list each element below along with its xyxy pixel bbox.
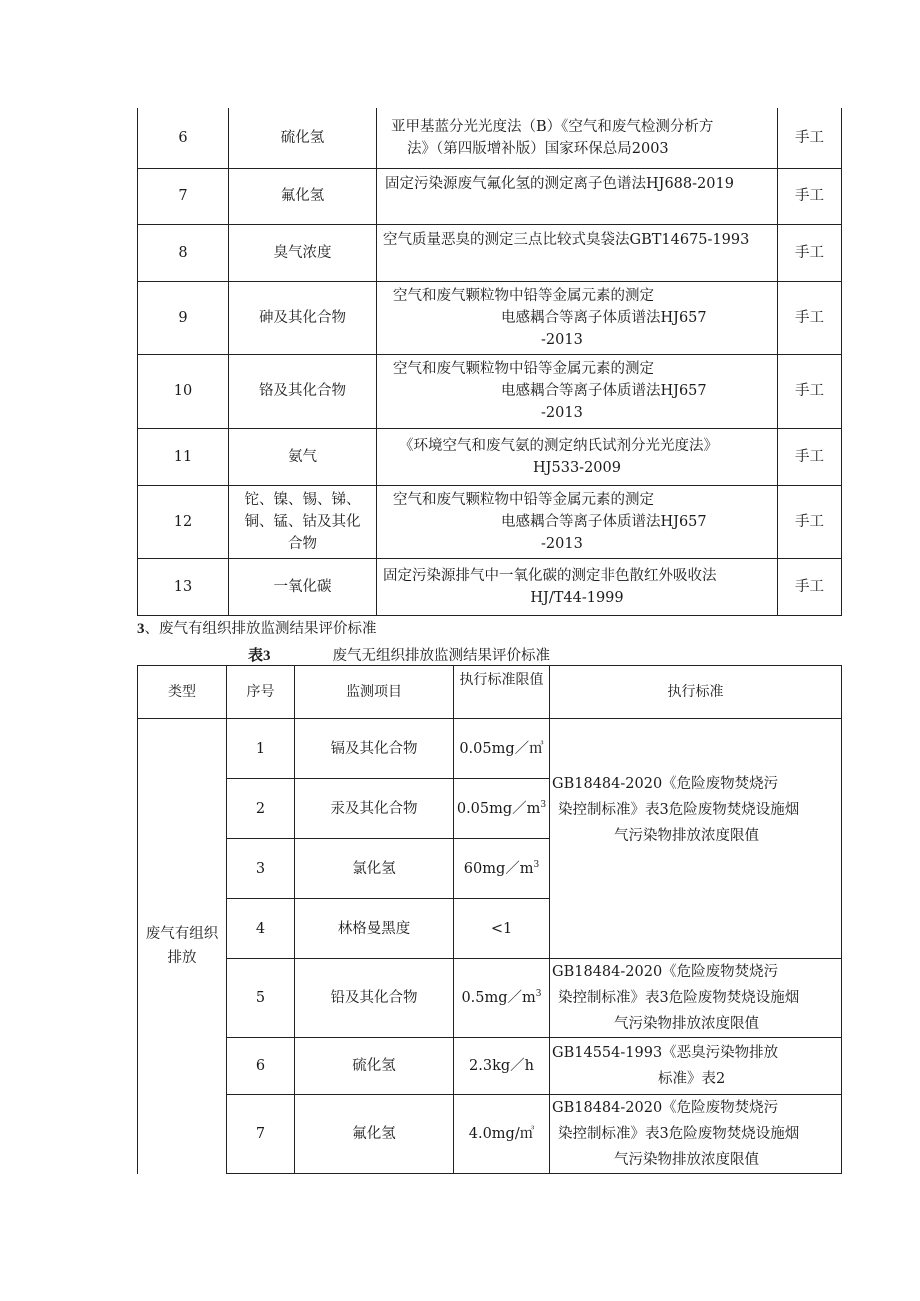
monitoring-item: 一氧化碳 (229, 558, 377, 615)
method-line: 法》（第四版增补版）国家环保总局2003 (407, 140, 669, 157)
method-text (377, 108, 778, 168)
type-cell (138, 719, 227, 1174)
table-row (138, 428, 842, 485)
monitoring-item: 镉及其化合物 (295, 719, 454, 779)
standard-line: 染控制标准》表3危险废物焚烧设施烟 (558, 802, 800, 818)
limit-value: 0.05mg／㎥ (454, 719, 550, 779)
row-number: 10 (138, 354, 229, 428)
row-number: 6 (227, 1038, 295, 1095)
method-text (377, 485, 778, 558)
limit-value: 2.3kg／h (454, 1038, 550, 1095)
monitoring-item: 氟化氢 (295, 1095, 454, 1174)
limit-superscript: 3 (533, 859, 540, 870)
method-text (377, 558, 778, 615)
monitoring-item: 铅及其化合物 (295, 959, 454, 1038)
caption-label: 表3 (248, 648, 271, 664)
standard-line: 气污染物排放浓度限值 (614, 828, 759, 844)
standard-line: 染控制标准》表3危险废物焚烧设施烟 (558, 1126, 800, 1142)
emission-standards-table (137, 665, 842, 1174)
standard-line: 气污染物排放浓度限值 (614, 1016, 759, 1032)
row-number: 11 (138, 428, 229, 485)
monitoring-methods-table (137, 108, 842, 616)
limit-text: 0.5mg／m (461, 990, 536, 1006)
type-line: 废气有组织 (145, 926, 219, 943)
caption-title: 废气无组织排放监测结果评价标准 (332, 648, 551, 664)
mode-cell: 手工 (778, 281, 842, 354)
method-line: 空气和废气颗粒物中铅等金属元素的测定 (393, 287, 654, 304)
standard-line: GB18484-2020《危险废物焚烧污 (552, 776, 779, 792)
monitoring-item: 氯化氢 (295, 839, 454, 899)
row-number: 8 (138, 224, 229, 281)
mode-cell: 手工 (778, 224, 842, 281)
row-number: 7 (227, 1095, 295, 1174)
table-row (138, 354, 842, 428)
monitoring-item: 臭气浓度 (229, 224, 377, 281)
row-number: 5 (227, 959, 295, 1038)
monitoring-item: 汞及其化合物 (295, 779, 454, 839)
table-row (138, 224, 842, 281)
monitoring-item: 硫化氢 (229, 108, 377, 168)
standard-text (550, 1095, 842, 1174)
monitoring-item: 林格曼黑度 (295, 899, 454, 959)
standard-line: 染控制标准》表3危险废物焚烧设施烟 (558, 990, 800, 1006)
standard-text (550, 959, 842, 1038)
method-text (377, 168, 778, 224)
row-number: 2 (227, 779, 295, 839)
header-standard: 执行标准 (550, 666, 842, 719)
standard-text (550, 719, 842, 959)
section-number: 3 (137, 621, 145, 637)
limit-value: 4.0mg/㎥ (454, 1095, 550, 1174)
type-line: 排放 (167, 950, 197, 967)
standard-line: GB18484-2020《危险废物焚烧污 (552, 964, 779, 980)
method-line: HJ533-2009 (533, 459, 621, 476)
method-line: 电感耦合等离子体质谱法HJ657 (501, 383, 707, 399)
method-line: 固定污染源废气氟化氢的测定离子色谱法HJ688-2019 (385, 175, 734, 192)
table-row (138, 1038, 842, 1095)
standard-line: 标准》表2 (658, 1071, 726, 1087)
method-line: 《环境空气和废气氨的测定纳氏试剂分光光度法》 (399, 437, 718, 454)
method-line: 空气质量恶臭的测定三点比较式臭袋法GBT14675-1993 (383, 231, 750, 248)
limit-value (454, 959, 550, 1038)
table-row (138, 485, 842, 558)
method-line: HJ/T44-1999 (530, 589, 624, 606)
table-row (138, 281, 842, 354)
row-number: 13 (138, 558, 229, 615)
header-limit: 执行标准限值 (454, 666, 550, 719)
limit-value: <1 (454, 899, 550, 959)
standard-text (550, 1038, 842, 1095)
table-row (138, 1095, 842, 1174)
standard-line: GB14554-1993《恶臭污染物排放 (552, 1045, 779, 1061)
method-text (377, 354, 778, 428)
row-number: 4 (227, 899, 295, 959)
monitoring-item (229, 485, 377, 558)
item-line: 合物 (288, 535, 317, 552)
section-text: 、废气有组织排放监测结果评价标准 (144, 621, 377, 637)
header-row (138, 666, 842, 719)
method-text (377, 428, 778, 485)
method-text (377, 281, 778, 354)
monitoring-item: 氨气 (229, 428, 377, 485)
mode-cell: 手工 (778, 168, 842, 224)
method-text (377, 224, 778, 281)
mode-cell: 手工 (778, 108, 842, 168)
limit-superscript: 3 (535, 989, 542, 1000)
table-row (138, 719, 842, 779)
table-row (138, 558, 842, 615)
header-item: 监测项目 (295, 666, 454, 719)
header-number: 序号 (227, 666, 295, 719)
method-line: -2013 (541, 405, 583, 421)
mode-cell: 手工 (778, 558, 842, 615)
method-line: 空气和废气颗粒物中铅等金属元素的测定 (393, 491, 654, 508)
method-line: 亚甲基蓝分光光度法（B）《空气和废气检测分析方 (391, 118, 714, 135)
limit-text: 60mg／m (463, 860, 534, 877)
table-row (138, 168, 842, 224)
method-line: -2013 (541, 331, 583, 348)
method-line: 电感耦合等离子体质谱法HJ657 (501, 309, 707, 326)
monitoring-item: 氟化氢 (229, 168, 377, 224)
method-line: 电感耦合等离子体质谱法HJ657 (501, 513, 707, 530)
row-number: 12 (138, 485, 229, 558)
limit-superscript: 3 (540, 799, 547, 810)
table-caption (248, 644, 550, 665)
row-number: 9 (138, 281, 229, 354)
limit-text: 0.05mg／m (456, 800, 541, 817)
table-row (138, 959, 842, 1038)
row-number: 1 (227, 719, 295, 779)
monitoring-item: 铬及其化合物 (229, 354, 377, 428)
table-row (138, 108, 842, 168)
section-heading (137, 617, 377, 638)
method-line: 固定污染源排气中一氧化碳的测定非色散红外吸收法 (383, 567, 717, 584)
limit-value (454, 839, 550, 899)
mode-cell: 手工 (778, 428, 842, 485)
row-number: 6 (138, 108, 229, 168)
header-type: 类型 (138, 666, 227, 719)
method-line: -2013 (541, 535, 583, 552)
method-line: 空气和废气颗粒物中铅等金属元素的测定 (393, 361, 654, 377)
monitoring-item: 砷及其化合物 (229, 281, 377, 354)
mode-cell: 手工 (778, 354, 842, 428)
item-line: 铊、镍、锡、锑、 (244, 491, 361, 508)
limit-value (454, 779, 550, 839)
item-line: 铜、锰、钴及其化 (244, 513, 361, 530)
row-number: 7 (138, 168, 229, 224)
mode-cell: 手工 (778, 485, 842, 558)
standard-line: GB18484-2020《危险废物焚烧污 (552, 1100, 779, 1116)
row-number: 3 (227, 839, 295, 899)
standard-line: 气污染物排放浓度限值 (614, 1152, 759, 1168)
monitoring-item: 硫化氢 (295, 1038, 454, 1095)
